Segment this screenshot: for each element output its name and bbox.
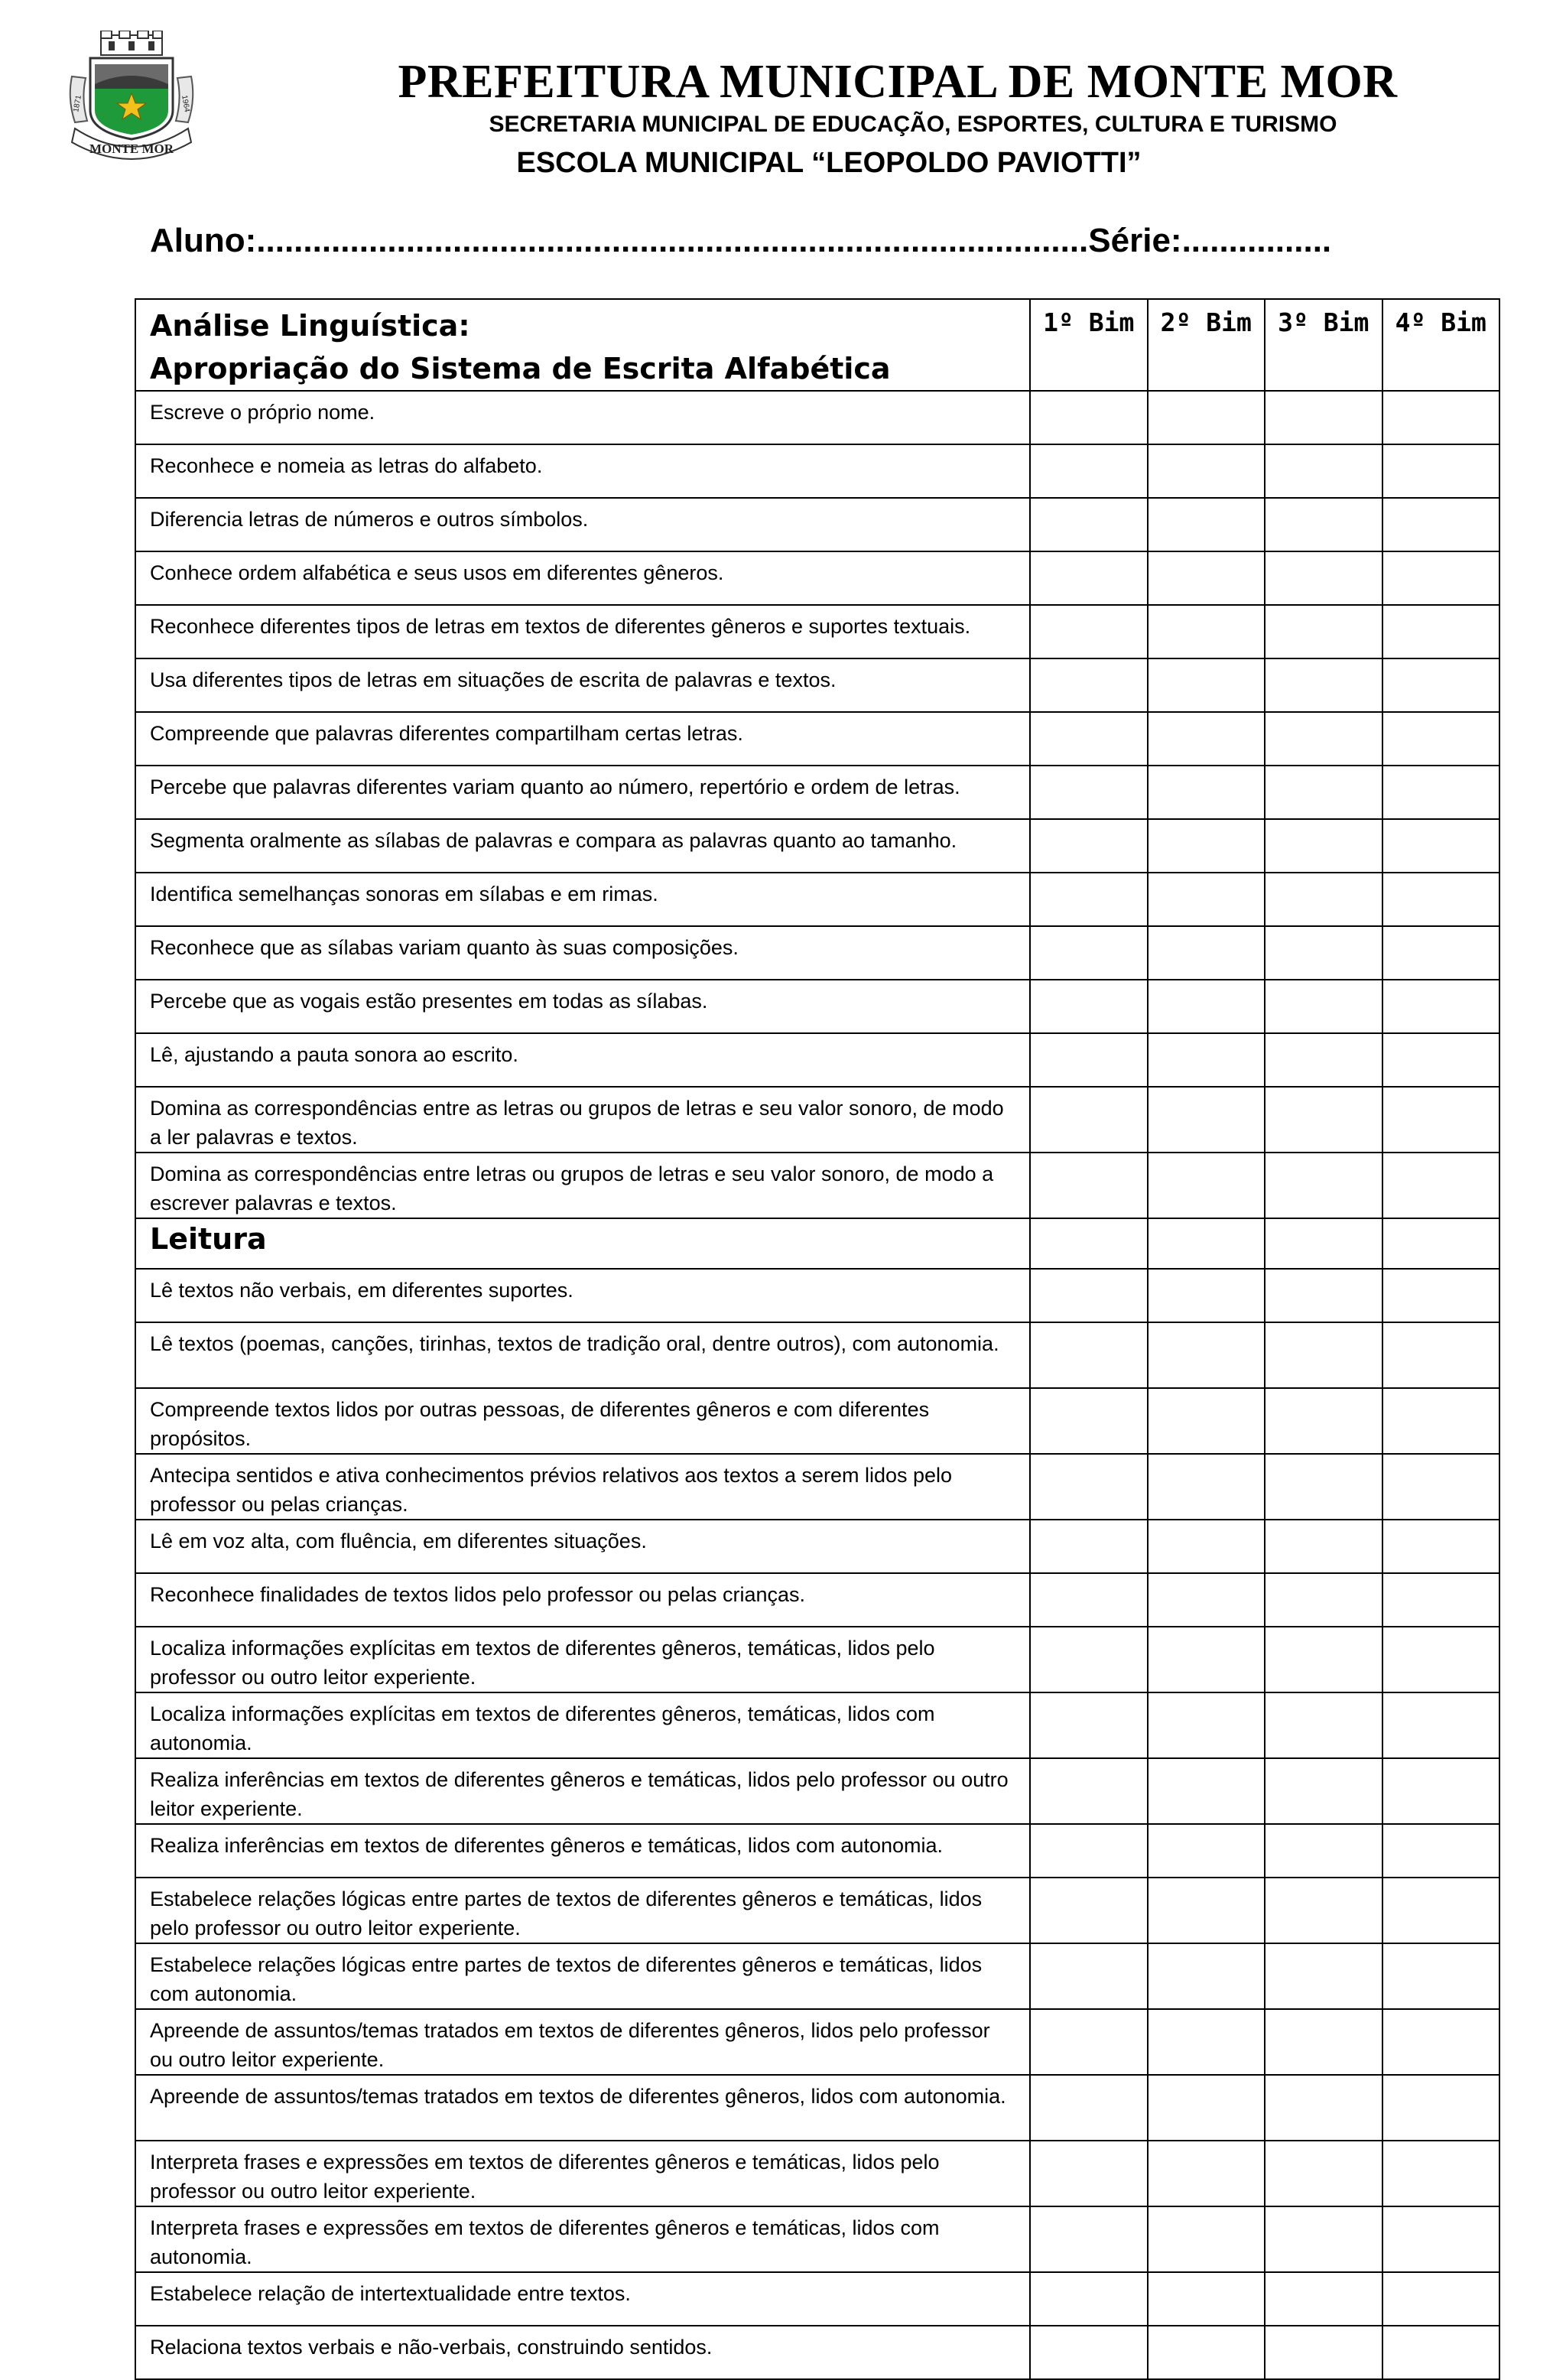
table-row — [135, 1520, 1499, 1573]
bimester-3-cell[interactable] — [1265, 766, 1382, 819]
bimester-3-cell[interactable] — [1265, 1943, 1382, 2009]
student-grade-line: Aluno:.........................................................................................Série:................ — [150, 222, 1332, 259]
table-row — [135, 1269, 1499, 1322]
skill-description: Estabelece relações lógicas entre partes de textos de diferentes gêneros e temáticas, lidos com autonomia. — [135, 1943, 1030, 2009]
table-row — [135, 2326, 1499, 2379]
table-row — [135, 1943, 1499, 2009]
school-name: ESCOLA MUNICIPAL “LEOPOLDO PAVIOTTI” — [516, 147, 1142, 179]
bimester-4-cell[interactable] — [1382, 819, 1500, 873]
table-row — [135, 1878, 1499, 1943]
skill-description: Localiza informações explícitas em textos de diferentes gêneros, temáticas, lidos pelo professor ou outro leitor experiente. — [135, 1627, 1030, 1692]
table-row — [135, 1033, 1499, 1087]
evaluation-table-body — [135, 299, 1499, 2379]
bimester-4-cell[interactable] — [1382, 1520, 1500, 1573]
skill-description: Identifica semelhanças sonoras em sílabas e em rimas. — [135, 873, 1030, 926]
bimester-4-cell[interactable] — [1382, 1627, 1500, 1692]
bimester-1-cell[interactable] — [1030, 1087, 1148, 1153]
bimester-4-cell[interactable] — [1382, 980, 1500, 1033]
crest-year-left: 1871 — [72, 94, 83, 113]
bimester-4-cell[interactable] — [1382, 1269, 1500, 1322]
bimester-2-header: 2º Bim — [1148, 299, 1265, 391]
skill-description: Localiza informações explícitas em textos de diferentes gêneros, temáticas, lidos com autonomia. — [135, 1692, 1030, 1758]
bimester-3-cell[interactable] — [1265, 1878, 1382, 1943]
bimester-1-cell[interactable] — [1030, 605, 1148, 658]
skill-description: Lê, ajustando a pauta sonora ao escrito. — [135, 1033, 1030, 1087]
bimester-2-cell[interactable] — [1148, 551, 1265, 605]
table-row — [135, 1824, 1499, 1878]
bimester-2-cell[interactable] — [1148, 1573, 1265, 1627]
bimester-1-cell[interactable] — [1030, 1269, 1148, 1322]
bimester-1-cell[interactable] — [1030, 1878, 1148, 1943]
bimester-1-cell[interactable] — [1030, 391, 1148, 444]
bimester-1-cell[interactable] — [1030, 819, 1148, 873]
bimester-1-header: 1º Bim — [1030, 299, 1148, 391]
table-row — [135, 2141, 1499, 2206]
bimester-3-cell[interactable] — [1265, 2326, 1382, 2379]
skill-description: Compreende textos lidos por outras pessoas, de diferentes gêneros e com diferentes propósitos. — [135, 1388, 1030, 1454]
table-row — [135, 980, 1499, 1033]
table-row — [135, 391, 1499, 444]
secretariat-name: SECRETARIA MUNICIPAL DE EDUCAÇÃO, ESPORTES, CULTURA E TURISMO — [489, 112, 1337, 137]
bimester-1-cell[interactable] — [1030, 498, 1148, 551]
skill-description: Domina as correspondências entre letras ou grupos de letras e seu valor sonoro, de modo a escrever palavras e textos. — [135, 1153, 1030, 1218]
table-row — [135, 873, 1499, 926]
bimester-3-cell[interactable] — [1265, 1573, 1382, 1627]
table-row — [135, 2075, 1499, 2141]
bimester-2-cell[interactable] — [1148, 1322, 1265, 1388]
bimester-3-cell[interactable] — [1265, 1627, 1382, 1692]
table-row — [135, 1322, 1499, 1388]
bimester-2-cell[interactable] — [1148, 712, 1265, 766]
skill-description: Relaciona textos verbais e não-verbais, construindo sentidos. — [135, 2326, 1030, 2379]
bimester-3-cell[interactable] — [1265, 1758, 1382, 1824]
bimester-4-cell[interactable] — [1382, 498, 1500, 551]
skill-description: Estabelece relações lógicas entre partes de textos de diferentes gêneros e temáticas, lidos pelo professor ou outro leitor experiente. — [135, 1878, 1030, 1943]
table-row — [135, 1627, 1499, 1692]
table-row — [135, 1573, 1499, 1627]
bimester-1-cell[interactable] — [1030, 1033, 1148, 1087]
bimester-1-cell[interactable] — [1030, 551, 1148, 605]
bimester-4-cell[interactable] — [1382, 2009, 1500, 2075]
skill-description: Interpreta frases e expressões em textos de diferentes gêneros e temáticas, lidos pelo professor ou outro leitor experiente. — [135, 2141, 1030, 2206]
bimester-2-cell[interactable] — [1148, 1943, 1265, 2009]
skill-description: Usa diferentes tipos de letras em situações de escrita de palavras e textos. — [135, 658, 1030, 712]
bimester-1-cell[interactable] — [1030, 1943, 1148, 2009]
bimester-2-cell[interactable] — [1148, 1388, 1265, 1454]
crest-ribbon-text: MONTE MOR — [89, 141, 174, 156]
bimester-3-cell[interactable] — [1265, 658, 1382, 712]
bimester-3-header: 3º Bim — [1265, 299, 1382, 391]
skill-description: Reconhece que as sílabas variam quanto às suas composições. — [135, 926, 1030, 980]
bimester-1-cell[interactable] — [1030, 1322, 1148, 1388]
bimester-2-cell[interactable] — [1148, 926, 1265, 980]
bimester-3-cell[interactable] — [1265, 1454, 1382, 1520]
skill-description: Compreende que palavras diferentes compartilham certas letras. — [135, 712, 1030, 766]
bimester-3-cell[interactable] — [1265, 498, 1382, 551]
bimester-4-cell[interactable] — [1382, 391, 1500, 444]
section-reading-row — [135, 1218, 1499, 1269]
bimester-4-cell[interactable] — [1382, 2272, 1500, 2326]
table-row — [135, 605, 1499, 658]
skill-description: Reconhece diferentes tipos de letras em textos de diferentes gêneros e suportes textuais. — [135, 605, 1030, 658]
crest-year-right: 1964 — [180, 94, 191, 113]
bimester-4-header: 4º Bim — [1382, 299, 1500, 391]
bimester-4-cell[interactable] — [1382, 551, 1500, 605]
bimester-2-cell[interactable] — [1148, 1520, 1265, 1573]
bimester-2-cell[interactable] — [1148, 1454, 1265, 1520]
bimester-4-cell — [1382, 1218, 1500, 1269]
bimester-2-cell[interactable] — [1148, 1692, 1265, 1758]
bimester-1-cell[interactable] — [1030, 2272, 1148, 2326]
bimester-1-cell[interactable] — [1030, 873, 1148, 926]
table-header-row — [135, 299, 1499, 391]
bimester-2-cell[interactable] — [1148, 2009, 1265, 2075]
section-title-line1: Análise Linguística: — [150, 309, 470, 343]
table-row — [135, 766, 1499, 819]
bimester-4-cell[interactable] — [1382, 1033, 1500, 1087]
bimester-2-cell[interactable] — [1148, 2075, 1265, 2141]
bimester-3-cell[interactable] — [1265, 1388, 1382, 1454]
bimester-1-cell[interactable] — [1030, 980, 1148, 1033]
bimester-3-cell[interactable] — [1265, 926, 1382, 980]
bimester-2-cell[interactable] — [1148, 391, 1265, 444]
bimester-2-cell[interactable] — [1148, 1153, 1265, 1218]
bimester-3-cell[interactable] — [1265, 1269, 1382, 1322]
bimester-4-cell[interactable] — [1382, 1824, 1500, 1878]
bimester-4-cell[interactable] — [1382, 444, 1500, 498]
bimester-4-cell[interactable] — [1382, 2326, 1500, 2379]
table-row — [135, 1153, 1499, 1218]
bimester-3-cell[interactable] — [1265, 391, 1382, 444]
skill-description: Escreve o próprio nome. — [135, 391, 1030, 444]
bimester-4-cell[interactable] — [1382, 873, 1500, 926]
bimester-2-cell[interactable] — [1148, 980, 1265, 1033]
bimester-4-cell[interactable] — [1382, 605, 1500, 658]
bimester-3-cell[interactable] — [1265, 819, 1382, 873]
bimester-2-cell[interactable] — [1148, 1824, 1265, 1878]
bimester-1-cell[interactable] — [1030, 444, 1148, 498]
bimester-1-cell[interactable] — [1030, 1692, 1148, 1758]
bimester-1-cell[interactable] — [1030, 2009, 1148, 2075]
bimester-1-cell[interactable] — [1030, 1388, 1148, 1454]
bimester-4-cell[interactable] — [1382, 1153, 1500, 1218]
bimester-2-cell[interactable] — [1148, 605, 1265, 658]
bimester-3-cell[interactable] — [1265, 1322, 1382, 1388]
bimester-3-cell[interactable] — [1265, 980, 1382, 1033]
bimester-2-cell[interactable] — [1148, 658, 1265, 712]
bimester-3-cell[interactable] — [1265, 1153, 1382, 1218]
bimester-2-cell[interactable] — [1148, 1269, 1265, 1322]
table-row — [135, 712, 1499, 766]
bimester-3-cell[interactable] — [1265, 2075, 1382, 2141]
skill-description: Reconhece finalidades de textos lidos pelo professor ou pelas crianças. — [135, 1573, 1030, 1627]
table-row — [135, 1758, 1499, 1824]
bimester-3-cell[interactable] — [1265, 2009, 1382, 2075]
table-row — [135, 658, 1499, 712]
bimester-2-cell[interactable] — [1148, 819, 1265, 873]
bimester-3-cell[interactable] — [1265, 551, 1382, 605]
section-reading-title: Leitura — [135, 1218, 1030, 1269]
skill-description: Reconhece e nomeia as letras do alfabeto. — [135, 444, 1030, 498]
bimester-2-cell[interactable] — [1148, 1033, 1265, 1087]
skill-description: Realiza inferências em textos de diferentes gêneros e temáticas, lidos com autonomia. — [135, 1824, 1030, 1878]
bimester-1-cell[interactable] — [1030, 1627, 1148, 1692]
bimester-4-cell[interactable] — [1382, 1758, 1500, 1824]
skill-description: Lê textos (poemas, canções, tirinhas, textos de tradição oral, dentre outros), com autonomia. — [135, 1322, 1030, 1388]
skill-description: Apreende de assuntos/temas tratados em textos de diferentes gêneros, lidos pelo professor ou outro leitor experiente. — [135, 2009, 1030, 2075]
bimester-1-cell — [1030, 1218, 1148, 1269]
bimester-3-cell[interactable] — [1265, 873, 1382, 926]
bimester-2-cell[interactable] — [1148, 1878, 1265, 1943]
bimester-3-cell[interactable] — [1265, 1033, 1382, 1087]
bimester-4-cell[interactable] — [1382, 1943, 1500, 2009]
bimester-3-cell[interactable] — [1265, 1520, 1382, 1573]
bimester-3-cell[interactable] — [1265, 1087, 1382, 1153]
bimester-3-cell[interactable] — [1265, 712, 1382, 766]
table-row — [135, 1087, 1499, 1153]
bimester-1-cell[interactable] — [1030, 1824, 1148, 1878]
bimester-1-cell[interactable] — [1030, 712, 1148, 766]
bimester-4-cell[interactable] — [1382, 1573, 1500, 1627]
table-row — [135, 444, 1499, 498]
skill-description: Estabelece relação de intertextualidade entre textos. — [135, 2272, 1030, 2326]
bimester-2-cell[interactable] — [1148, 2141, 1265, 2206]
section-linguistic-analysis-header — [135, 299, 1030, 391]
skill-description: Lê textos não verbais, em diferentes suportes. — [135, 1269, 1030, 1322]
bimester-1-cell[interactable] — [1030, 2326, 1148, 2379]
bimester-3-cell[interactable] — [1265, 2272, 1382, 2326]
table-row — [135, 498, 1499, 551]
bimester-3-cell[interactable] — [1265, 1824, 1382, 1878]
bimester-2-cell[interactable] — [1148, 873, 1265, 926]
bimester-1-cell[interactable] — [1030, 1153, 1148, 1218]
bimester-3-cell[interactable] — [1265, 2141, 1382, 2206]
table-row — [135, 1454, 1499, 1520]
bimester-2-cell[interactable] — [1148, 1087, 1265, 1153]
skill-description: Conhece ordem alfabética e seus usos em diferentes gêneros. — [135, 551, 1030, 605]
page-title: PREFEITURA MUNICIPAL DE MONTE MOR — [398, 56, 1398, 108]
bimester-1-cell[interactable] — [1030, 1573, 1148, 1627]
bimester-2-cell[interactable] — [1148, 2326, 1265, 2379]
bimester-1-cell[interactable] — [1030, 926, 1148, 980]
bimester-2-cell[interactable] — [1148, 498, 1265, 551]
section-title-line2: Apropriação do Sistema de Escrita Alfabética — [150, 352, 891, 385]
bimester-2-cell[interactable] — [1148, 444, 1265, 498]
bimester-4-cell[interactable] — [1382, 2075, 1500, 2141]
bimester-4-cell[interactable] — [1382, 1087, 1500, 1153]
bimester-4-cell[interactable] — [1382, 2141, 1500, 2206]
bimester-2-cell — [1148, 1218, 1265, 1269]
table-row — [135, 819, 1499, 873]
bimester-2-cell[interactable] — [1148, 1758, 1265, 1824]
bimester-3-cell[interactable] — [1265, 444, 1382, 498]
bimester-3-cell[interactable] — [1265, 1692, 1382, 1758]
skill-description: Domina as correspondências entre as letras ou grupos de letras e seu valor sonoro, de modo a ler palavras e textos. — [135, 1087, 1030, 1153]
skill-description: Interpreta frases e expressões em textos de diferentes gêneros e temáticas, lidos com autonomia. — [135, 2206, 1030, 2272]
table-row — [135, 926, 1499, 980]
bimester-4-cell[interactable] — [1382, 1692, 1500, 1758]
bimester-1-cell[interactable] — [1030, 766, 1148, 819]
bimester-4-cell[interactable] — [1382, 926, 1500, 980]
bimester-4-cell[interactable] — [1382, 1878, 1500, 1943]
table-row — [135, 1692, 1499, 1758]
skill-description: Segmenta oralmente as sílabas de palavras e compara as palavras quanto ao tamanho. — [135, 819, 1030, 873]
bimester-2-cell[interactable] — [1148, 1627, 1265, 1692]
bimester-4-cell[interactable] — [1382, 766, 1500, 819]
table-row — [135, 2009, 1499, 2075]
bimester-4-cell[interactable] — [1382, 1454, 1500, 1520]
bimester-3-cell[interactable] — [1265, 605, 1382, 658]
bimester-2-cell[interactable] — [1148, 766, 1265, 819]
skill-description: Lê em voz alta, com fluência, em diferentes situações. — [135, 1520, 1030, 1573]
skill-description: Percebe que palavras diferentes variam quanto ao número, repertório e ordem de letras. — [135, 766, 1030, 819]
skill-description: Realiza inferências em textos de diferentes gêneros e temáticas, lidos pelo professor ou outro leitor experiente. — [135, 1758, 1030, 1824]
bimester-1-cell[interactable] — [1030, 1758, 1148, 1824]
skill-description: Antecipa sentidos e ativa conhecimentos prévios relativos aos textos a serem lidos pelo professor ou pelas crianças. — [135, 1454, 1030, 1520]
table-row — [135, 551, 1499, 605]
bimester-4-cell[interactable] — [1382, 658, 1500, 712]
table-row — [135, 1388, 1499, 1454]
skill-description: Apreende de assuntos/temas tratados em textos de diferentes gêneros, lidos com autonomia. — [135, 2075, 1030, 2141]
table-row — [135, 2272, 1499, 2326]
bimester-4-cell[interactable] — [1382, 1322, 1500, 1388]
skill-description: Diferencia letras de números e outros símbolos. — [135, 498, 1030, 551]
evaluation-table — [135, 298, 1500, 2380]
bimester-4-cell[interactable] — [1382, 712, 1500, 766]
bimester-3-cell — [1265, 1218, 1382, 1269]
bimester-1-cell[interactable] — [1030, 658, 1148, 712]
bimester-1-cell[interactable] — [1030, 2075, 1148, 2141]
bimester-4-cell[interactable] — [1382, 1388, 1500, 1454]
bimester-1-cell[interactable] — [1030, 1520, 1148, 1573]
skill-description: Percebe que as vogais estão presentes em todas as sílabas. — [135, 980, 1030, 1033]
crest-crown — [101, 31, 162, 55]
bimester-1-cell[interactable] — [1030, 1454, 1148, 1520]
bimester-1-cell[interactable] — [1030, 2141, 1148, 2206]
municipal-crest-logo — [64, 31, 199, 161]
bimester-2-cell[interactable] — [1148, 2272, 1265, 2326]
